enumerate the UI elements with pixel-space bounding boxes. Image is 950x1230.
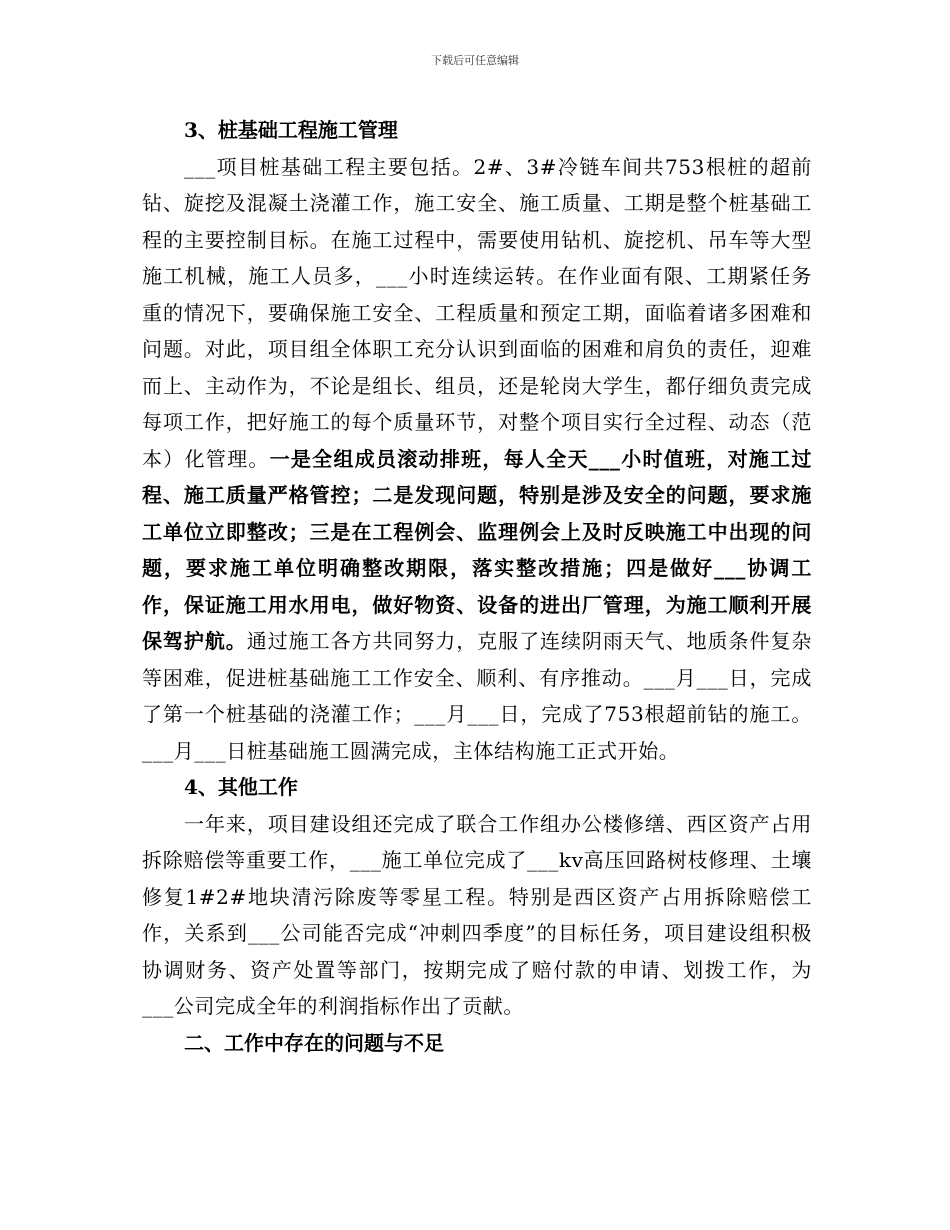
section-3-text-outro: 通过施工各方共同努力，克服了连续阴雨天气、地质条件复杂等困难，促进桩基础施工工作安全、顺利、有序推动。___月___日，完成了第一个桩基础的浇灌工作；___月___日，完成了753根超前钻的施工。___月___日桩基础施工圆满完成，主体结构施工正式开始。 — [142, 629, 813, 763]
section-3-paragraph — [142, 149, 812, 770]
section-3-text-bold: 一是全组成员滚动排班，每人全天___小时值班，对施工过程、施工质量严格管控；二是发现问题，特别是涉及安全的问题，要求施工单位立即整改；三是在工程例会、监理例会上及时反映施工中出现的问题，要求施工单位明确整改期限，落实整改措施；四是做好___协调工作，保证施工用水用电，做好物资、设备的进出厂管理，为施工顺利开展保驾护航。 — [142, 446, 812, 653]
page-header: 下载后可任意编辑 — [431, 54, 519, 67]
section-3-text-intro: ___项目桩基础工程主要包括。2#、3#冷链车间共753根桩的超前钻、旋挖及混凝土浇灌工作，施工安全、施工质量、工期是整个桩基础工程的主要控制目标。在施工过程中，需要使用钻机、旋挖机、吊车等大型施工机械，施工人员多，___小时连续运转。在作业面有限、工期紧任务重的情况下，要确保施工安全、工程质量和预定工期，面临着诸多困难和问题。对此，项目组全体职工充分认识到面临的困难和肩负的责任，迎难而上、主动作为，不论是组长、组员，还是轮岗大学生，都仔细负责完成每项工作，把好施工的每个质量环节，对整个项目实行全过程、动态（范本）化管理。 — [142, 154, 812, 471]
part-2-heading: 二、工作中存在的问题与不足 — [184, 1030, 444, 1055]
document-body — [142, 112, 812, 1061]
section-4-paragraph: 一年来，项目建设组还完成了联合工作组办公楼修缮、西区资产占用拆除赔偿等重要工作，___施工单位完成了___kv高压回路树枝修理、土壤修复1#2#地块清污除废等零星工程。特别是西区资产占用拆除赔偿工作，关系到___公司能否完成“冲刺四季度”的目标任务，项目建设组积极协调财务、资产处置等部门，按期完成了赔付款的申请、划拨工作，为___公司完成全年的利润指标作出了贡献。 — [142, 811, 812, 1018]
section-4-heading: 4、其他工作 — [184, 775, 298, 799]
section-3-heading: 3、桩基础工程施工管理 — [184, 118, 398, 142]
